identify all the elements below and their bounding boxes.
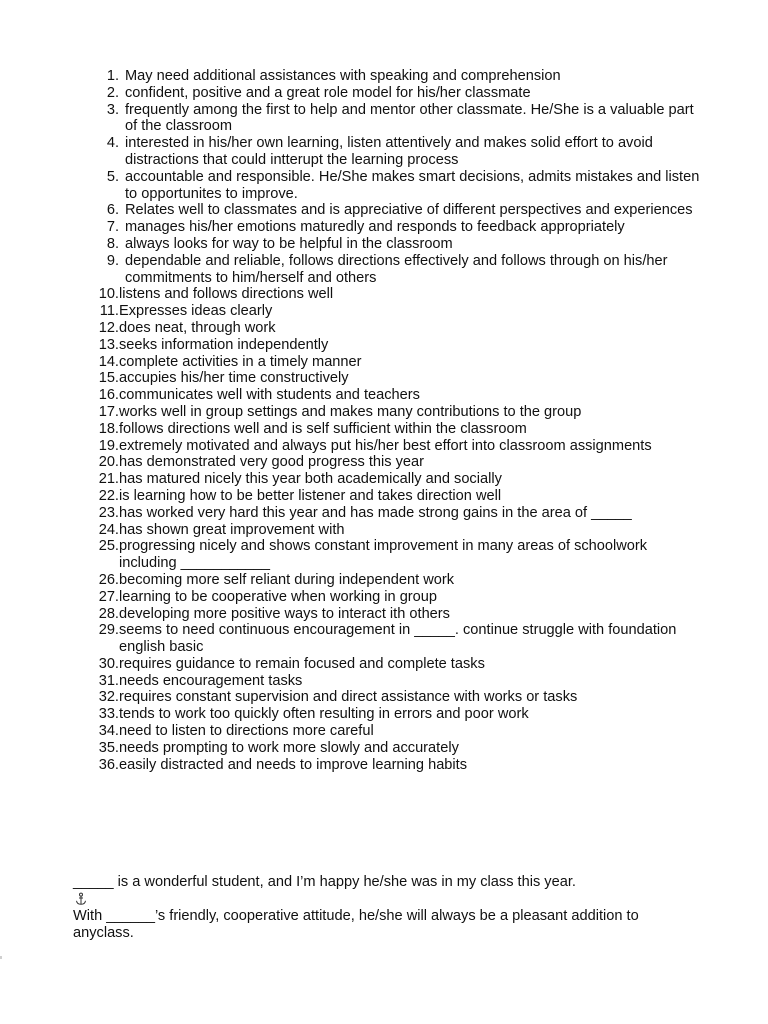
list-item — [90, 421, 700, 438]
list-item — [90, 723, 700, 740]
list-item-text: frequently among the first to help and mentor other classmate. He/She is a valuable part of the classroom — [125, 101, 694, 135]
list-item — [90, 219, 700, 236]
list-item-text: seeks information independently — [119, 336, 329, 353]
list-item-number: 5. — [106, 168, 119, 185]
list-item — [90, 370, 700, 387]
list-item-text: needs prompting to work more slowly and accurately — [119, 739, 459, 756]
list-item-number: 25. — [98, 538, 119, 555]
list-item-number: 24. — [98, 521, 119, 538]
list-item-number: 27. — [98, 588, 119, 605]
list-item-text: Expresses ideas clearly — [119, 303, 273, 320]
list-item-number: 4. — [106, 135, 119, 152]
list-item-text: interested in his/her own learning, listen attentively and makes solid effort to avoid distractions that could intterupt the learning process — [125, 135, 653, 168]
closing-line-2: With ______’s friendly, cooperative attitude, he/she will always be a pleasant addition to anyclass. — [73, 908, 639, 941]
list-item — [90, 471, 700, 488]
list-item-text: follows directions well and is self sufficient within the classroom — [119, 420, 527, 437]
list-item — [90, 706, 700, 723]
list-item-number: 36. — [98, 756, 119, 773]
list-item-text: confident, positive and a great role model for his/her classmate — [125, 84, 531, 101]
list-item — [90, 253, 700, 287]
closing-section — [73, 874, 693, 942]
list-item — [90, 505, 700, 522]
list-item-text: easily distracted and needs to improve learning habits — [119, 756, 468, 773]
list-item-number: 16. — [98, 387, 119, 404]
list-item-number: 3. — [106, 101, 119, 118]
list-item-number: 26. — [98, 571, 119, 588]
list-item-number: 15. — [98, 370, 119, 387]
list-item — [90, 522, 700, 539]
list-item-text: need to listen to directions more careful — [119, 723, 374, 740]
list-item-text: progressing nicely and shows constant improvement in many areas of schoolwork including ___________ — [119, 538, 648, 572]
list-item-text: requires constant supervision and direct assistance with works or tasks — [119, 689, 578, 706]
list-item-number: 31. — [98, 672, 119, 689]
closing-line-1: _____ is a wonderful student, and I’m happy he/she was in my class this year. — [73, 874, 576, 890]
list-item-number: 7. — [106, 219, 119, 236]
anchor-icon — [74, 892, 88, 906]
list-item — [90, 454, 700, 471]
list-item-text: has matured nicely this year both academically and socially — [119, 471, 502, 488]
list-item-text: becoming more self reliant during independent work — [119, 571, 455, 588]
list-item-text: always looks for way to be helpful in the classroom — [125, 235, 453, 252]
list-item-text: has worked very hard this year and has made strong gains in the area of _____ — [119, 504, 632, 521]
list-item — [90, 538, 700, 572]
list-item — [90, 202, 700, 219]
list-item-number: 12. — [98, 319, 119, 336]
list-item — [90, 757, 700, 774]
list-item-text: dependable and reliable, follows directions effectively and follows through on his/her commitments to him/herself and others — [125, 252, 668, 286]
list-item — [90, 135, 700, 169]
list-item — [90, 387, 700, 404]
list-item-number: 18. — [98, 420, 119, 437]
list-item-number: 2. — [106, 84, 119, 101]
list-item-text: seems to need continuous encouragement in _____. continue struggle with foundation english basic — [119, 622, 677, 656]
list-item — [90, 286, 700, 303]
list-item-number: 19. — [98, 437, 119, 454]
list-item — [90, 606, 700, 623]
list-item-number: 6. — [106, 202, 119, 219]
list-item-text: needs encouragement tasks — [119, 672, 303, 689]
list-item-number: 11. — [99, 303, 119, 320]
list-item — [90, 656, 700, 673]
list-item-number: 9. — [106, 252, 119, 269]
list-item — [90, 740, 700, 757]
list-item-number: 35. — [98, 739, 119, 756]
list-item-text: listens and follows directions well — [119, 286, 334, 303]
list-item-text: accupies his/her time constructively — [119, 370, 349, 387]
list-item-number: 32. — [98, 689, 119, 706]
list-item — [90, 438, 700, 455]
list-item — [90, 85, 700, 102]
list-item-number: 29. — [98, 622, 119, 639]
list-item-number: 23. — [98, 504, 119, 521]
list-item — [90, 354, 700, 371]
list-item — [90, 102, 700, 136]
page-edge-mark — [0, 956, 2, 959]
list-item — [90, 572, 700, 589]
list-item-text: does neat, through work — [119, 319, 276, 336]
list-item-text: accountable and responsible. He/She makes smart decisions, admits mistakes and listen to opportunites to improve. — [125, 168, 700, 202]
list-item-text: communicates well with students and teachers — [119, 387, 420, 404]
list-item-number: 34. — [98, 723, 119, 740]
list-item — [90, 589, 700, 606]
list-item-text: developing more positive ways to interact ith others — [119, 605, 450, 622]
list-item — [90, 622, 700, 656]
list-item-text: learning to be cooperative when working in group — [119, 588, 438, 605]
list-item-number: 1. — [106, 68, 119, 84]
list-item-text: requires guidance to remain focused and complete tasks — [119, 655, 485, 672]
list-item — [90, 488, 700, 505]
list-item-number: 30. — [98, 655, 119, 672]
list-item-number: 33. — [98, 706, 119, 723]
list-item-number: 28. — [98, 605, 119, 622]
list-item-number: 22. — [98, 487, 119, 504]
list-item — [90, 169, 700, 203]
list-item-number: 13. — [98, 336, 119, 353]
list-item — [90, 404, 700, 421]
list-item — [90, 673, 700, 690]
list-item-number: 21. — [98, 471, 119, 488]
list-item-text: Relates well to classmates and is appreciative of different perspectives and experiences — [125, 202, 693, 219]
list-item-text: has shown great improvement with — [119, 521, 345, 538]
list-item-number: 17. — [98, 403, 119, 420]
comment-list — [90, 68, 700, 773]
list-item — [90, 236, 700, 253]
list-item-text: tends to work too quickly often resulting in errors and poor work — [119, 706, 529, 723]
list-item-text: is learning how to be better listener and takes direction well — [119, 487, 502, 504]
list-item — [90, 303, 700, 320]
list-item — [90, 337, 700, 354]
list-item-text: manages his/her emotions maturedly and responds to feedback appropriately — [125, 219, 625, 236]
list-item-text: May need additional assistances with speaking and comprehension — [125, 68, 561, 84]
list-item-text: complete activities in a timely manner — [119, 353, 362, 370]
list-item — [90, 68, 700, 85]
list-item-text: works well in group settings and makes many contributions to the group — [119, 403, 582, 420]
list-item — [90, 689, 700, 706]
list-item-number: 10. — [98, 286, 119, 303]
list-item — [90, 320, 700, 337]
list-item-number: 14. — [98, 353, 119, 370]
list-item-number: 20. — [98, 454, 119, 471]
list-item-text: has demonstrated very good progress this year — [119, 454, 425, 471]
list-item-text: extremely motivated and always put his/her best effort into classroom assignments — [119, 437, 652, 454]
list-item-number: 8. — [106, 235, 119, 252]
